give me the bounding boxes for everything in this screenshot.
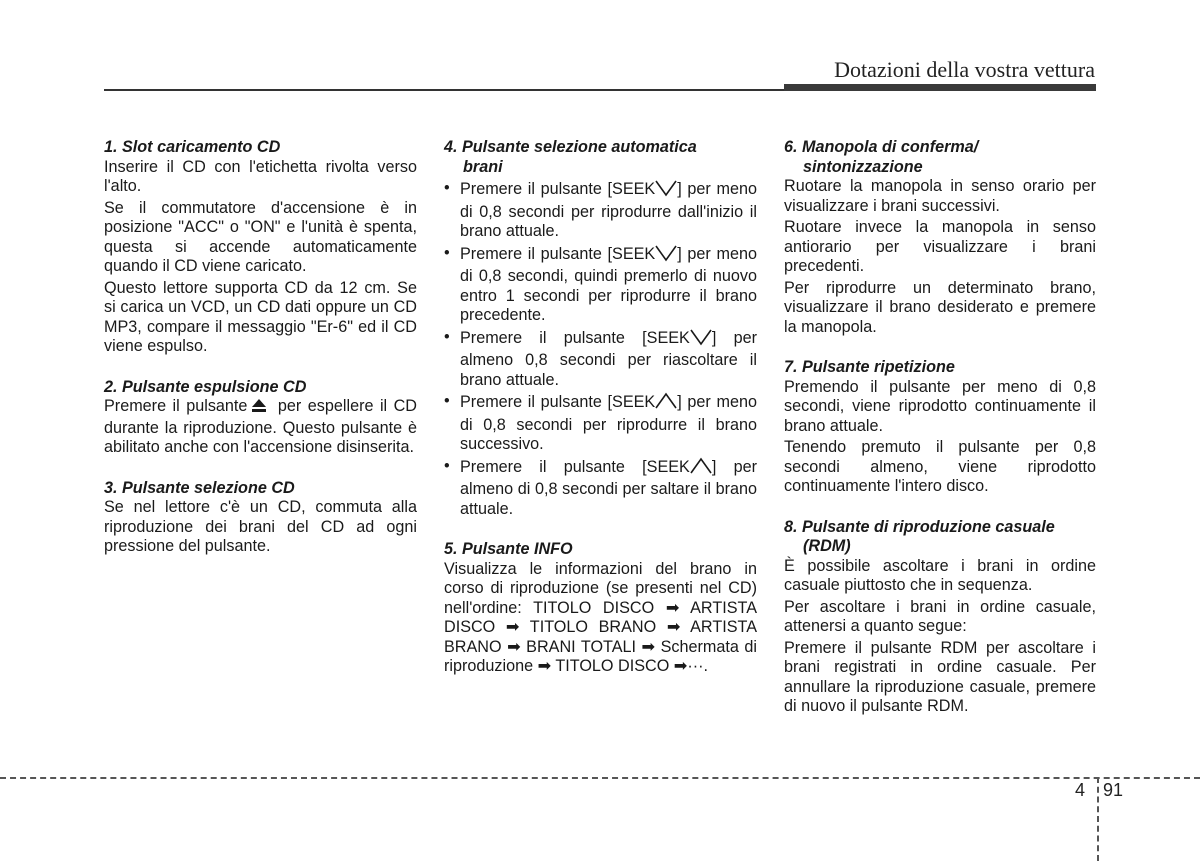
bullet: • <box>444 327 450 346</box>
paragraph-text: per espellere il CD durante la riproduzione. Questo pulsante è abilitato anche con l'accensione disinserita. <box>104 397 417 456</box>
heading-line: 4. Pulsante selezione automatica <box>444 138 697 156</box>
section-heading-confirm-knob <box>784 138 1096 177</box>
heading-line: (RDM) <box>803 537 851 555</box>
paragraph-eject <box>104 397 417 458</box>
section-heading-random <box>784 518 1096 557</box>
paragraph: Per riprodurre un determinato brano, visualizzare il brano desiderato e premere la manopola. <box>784 278 1096 336</box>
paragraph: Premere il pulsante RDM per ascoltare i brani registrati in ordine casuale. Per annullare la riproduzione casuale, premere di nuovo il pulsante RDM. <box>784 638 1096 715</box>
section-heading-cd-slot: 1. Slot caricamento CD <box>104 138 281 156</box>
section-number: 4 <box>1075 780 1086 800</box>
column-middle <box>444 138 757 677</box>
chevron-down-icon <box>655 244 677 268</box>
paragraph: Per ascoltare i brani in ordine casuale, attenersi a quanto segue: <box>784 597 1096 635</box>
section-heading-eject: 2. Pulsante espulsione CD <box>104 377 307 396</box>
paragraph: Inserire il CD con l'etichetta rivolta verso l'alto. <box>104 157 417 195</box>
paragraph: Visualizza le informazioni del brano in corso di riproduzione (se presenti nel CD) nell'ordine: TITOLO DISCO ➡ ARTISTA DISCO ➡ TITOLO BRANO ➡ ARTISTA BRANO ➡ BRANI TOTALI ➡ Schermata di riproduzione ➡ TITOLO DISCO ➡···. <box>444 559 757 675</box>
paragraph: Ruotare la manopola in senso orario per visualizzare i brani successivi. <box>784 177 1096 215</box>
bullet: • <box>444 456 450 475</box>
section-heading-repeat: 7. Pulsante ripetizione <box>784 358 955 376</box>
footer-dashed-divider <box>1097 777 1099 861</box>
footer-dashed-rule <box>0 777 1200 779</box>
item-text: Premere il pulsante [SEEK <box>460 393 656 411</box>
item-text: ] per meno di 0,8 secondi, quindi premerlo di nuovo entro 1 secondi per riprodurre il brano precedente. <box>460 244 757 324</box>
paragraph: Tenendo premuto il pulsante per 0,8 secondi almeno, viene riprodotto continuamente l'intero disco. <box>784 438 1096 495</box>
bullet: • <box>444 179 450 197</box>
heading-line: 8. Pulsante di riproduzione casuale <box>784 517 1055 536</box>
eject-icon <box>251 397 267 419</box>
item-text: ] per almeno 0,8 secondi per riascoltare il brano attuale. <box>460 328 757 389</box>
bullet: • <box>444 243 450 262</box>
item-text: Premere il pulsante [SEEK <box>460 328 690 347</box>
header-rule-accent <box>784 84 1096 91</box>
paragraph: Ruotare invece la manopola in senso antiorario per visualizzare i brani precedenti. <box>784 218 1096 275</box>
chevron-down-icon <box>690 328 712 352</box>
column-left <box>104 138 417 557</box>
heading-line: 6. Manopola di conferma/ <box>784 138 979 156</box>
item-text: ] per meno di 0,8 secondi per riprodurre dall'inizio il brano attuale. <box>460 180 757 240</box>
paragraph-text: Premere il pulsante <box>104 397 248 415</box>
page-number: 91 <box>1103 780 1124 800</box>
list-item <box>444 457 757 520</box>
list-item <box>444 392 757 455</box>
page-header-title: Dotazioni della vostra vettura <box>834 57 1095 82</box>
list-item <box>444 328 757 391</box>
item-text: Premere il pulsante [SEEK <box>460 180 656 198</box>
section-heading-cd-select: 3. Pulsante selezione CD <box>104 478 295 497</box>
chevron-up-icon <box>690 457 712 481</box>
section-heading-auto-select <box>444 138 757 177</box>
paragraph: Se il commutatore d'accensione è in posizione "ACC" o "ON" e l'unità è spenta, questa si accende automaticamente quando il CD viene caricato. <box>104 198 417 275</box>
item-text: ] per almeno di 0,8 secondi per saltare il brano attuale. <box>460 457 757 518</box>
bullet: • <box>444 392 450 410</box>
column-right <box>784 138 1096 717</box>
paragraph: Questo lettore supporta CD da 12 cm. Se si carica un VCD, un CD dati oppure un CD MP3, compare il messaggio "Er-6" ed il CD viene espulso. <box>104 278 417 355</box>
paragraph: Premendo il pulsante per meno di 0,8 secondi, viene riprodotto continuamente il brano attuale. <box>784 377 1096 435</box>
heading-line: brani <box>463 157 503 176</box>
chevron-up-icon <box>655 392 677 416</box>
list-item <box>444 179 757 242</box>
chevron-down-icon <box>655 179 677 203</box>
list-item <box>444 244 757 326</box>
heading-line: sintonizzazione <box>803 157 923 176</box>
item-text: Premere il pulsante [SEEK <box>460 457 690 476</box>
section-heading-info: 5. Pulsante INFO <box>444 540 573 558</box>
item-text: Premere il pulsante [SEEK <box>460 244 656 263</box>
paragraph: È possibile ascoltare i brani in ordine casuale piuttosto che in sequenza. <box>784 556 1096 594</box>
item-text: ] per meno di 0,8 secondi per riprodurre il brano successivo. <box>460 393 757 453</box>
seek-instructions-list <box>444 179 757 519</box>
paragraph: Se nel lettore c'è un CD, commuta alla riproduzione dei brani del CD ad ogni pressione del pulsante. <box>104 498 417 555</box>
